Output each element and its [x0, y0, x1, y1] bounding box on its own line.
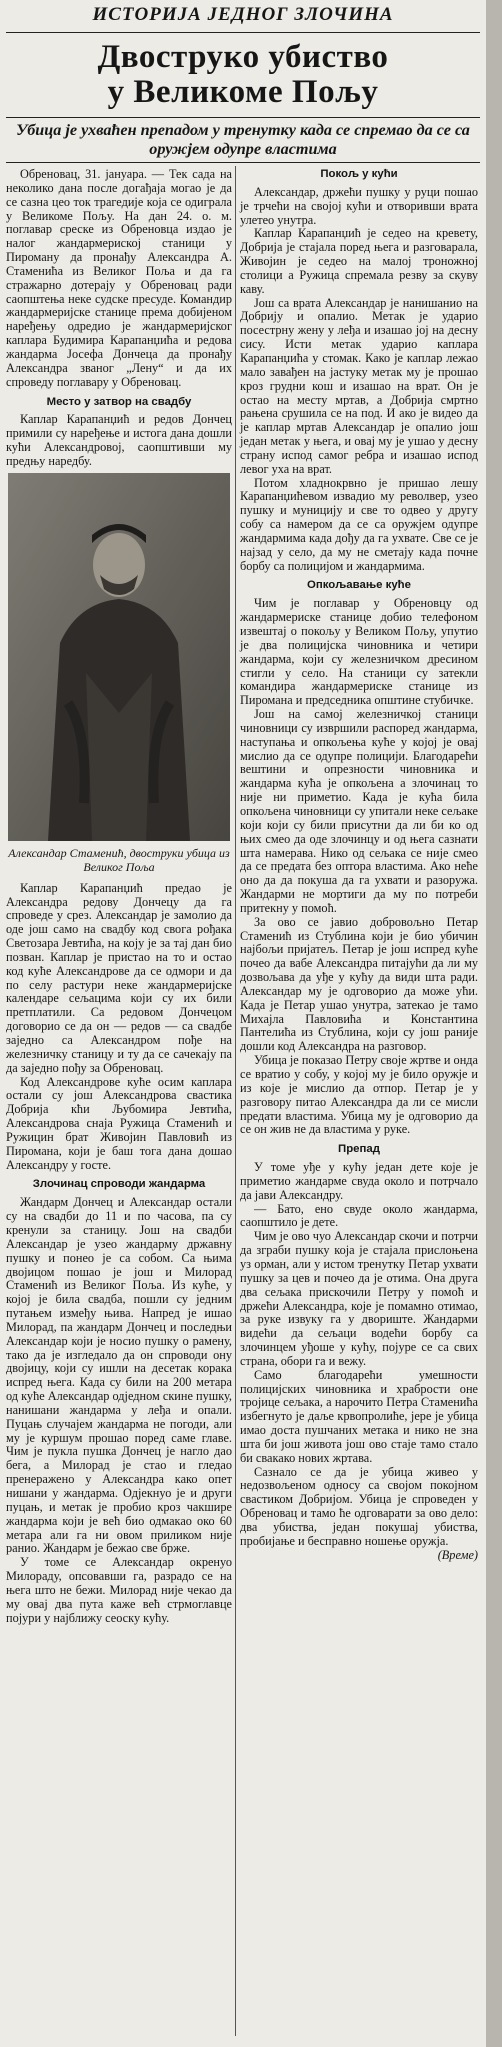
portrait-photo	[8, 473, 230, 841]
paragraph: Сазнало се да је убица живео у недозвољеном односу са својом покојном свастиком Добријом. Убица је спроведен у Обреновац и тамо ће одговарати за ово дело: два убиства, један покушај убиства, пробијање и бесправно ношење оружја.	[240, 1464, 478, 1548]
paragraph: Чим је поглавар у Обреновцу од жандармериске станице добио телефоном извештај о покољу у Великом Пољу, упутио је два полицијска чиновника и четири жандарма, који су железничком дресином стигли у село. На станици су затекли командира жандармериске станице из Пиромана и председника општине стубичке.	[240, 596, 478, 708]
photo-caption: Александар Стаменић, двоструки убица из Великог Поља	[8, 845, 230, 874]
paragraph: Потом хладнокрвно је пришао лешу Карапанџићевом извадио му револвер, узео пушку и муницију и све то одвео у другу собу са намером да се са оружјем одупре жандармима када дођу да га ухвате. Све се је најзад у село, да му не сметају када почне борбу са полицијом и жандармима.	[240, 475, 478, 573]
section-rubric: ИСТОРИЈА ЈЕДНОГ ЗЛОЧИНА	[92, 4, 394, 25]
column-divider	[235, 166, 236, 2036]
paragraph: Каплар Карапанџић и редов Дончец примили су наређење и истога дана дошли кући Александровој, саопштивши му предњу наредбу.	[6, 412, 232, 468]
deck-subtitle: Убица је ухваћен препадом у тренутку када се спремао да се са оружјем одупре властима	[16, 121, 470, 158]
paragraph: Само благодарећи умешности полицијских чиновника и храбрости оне тројице сељака, а нарочито Петра Стаменића избегнуто је даље крвопролиће, јере је убица имао доста пушчаних метака и нико не зна шта би још живота још ово стаје тамо стало би свакако нових жртава.	[240, 1367, 478, 1465]
paragraph: У томе се Александар окренуо Милораду, опсовавши га, разрадо се на њега што не бежи. Милорад није чекао да му овај два пута каже већ стрмоглавце појури у најближу сеоску кућу.	[6, 1555, 232, 1625]
paragraph: Још са врата Александар је нанишанио на Добрију и опалио. Метак је ударио посестрну жену у леђа и изашао јој на десну сису. Исти метак ударио каплара Карапанџића у стомак. Како је каплар лежао мало завађен на јастуку метак му је прошао кроз грудни кош и изашао на врат. Он је остао на месту мртав, а Добрија смртно рањена срушила се на под. И ако је видео да је каплар мртав Александар је опалио још један метак у њега, и овај му је ушао у десну страну испод самог ребра и изашао испод левог уха на врат.	[240, 295, 478, 476]
subhead-siege: Опкољавање куће	[307, 579, 411, 592]
right-column	[240, 168, 478, 1563]
portrait-image	[8, 473, 230, 841]
paragraph: У томе уђе у кућу један дете које је приметио жандарме свуда около и потрчало да јави Александру.	[240, 1160, 478, 1202]
subhead-raid: Препад	[338, 1143, 380, 1156]
paragraph: — Бато, ено свуде около жандарма, саопштило је дете.	[240, 1201, 478, 1230]
headline-line-2: у Великоме Пољу	[107, 74, 379, 110]
subhead-escort: Злочинац спроводи жандарма	[32, 1178, 206, 1191]
paragraph: Жандарм Дончец и Александар остали су на свадби до 11 и по часова, па су кренули за станицу. Још на свадби Александар је узео жандарму државну пушку и понео је са собом. Са њима двојицом пошао је још и Милорад Стаменић из Великог Поља. Из куће, у којој је била свадба, пошли су једним путањем између њива. Напред је ишао Милорад, па жандарм Дончец и последњи Александар који је носио пушку о рамену, тако да је изгледало да он спроводи ону двојицу, који су ишли на десетак корака испред њега. Када су били на 200 метара од куће Александар одједном скине пушку, нанишани жандарма у леђа и опали. Пуцањ случајем жандарма не погоди, али му је куршум прошао поред саме главе. Чим је пукла пушка Дончец је нагло дао бега, а Милорад је стао и гледао пренеражено у Александра како опет нишани у жандарма. Одјекнуо је и други пуцањ, и метак је пробио кроз чакшире жандарма који је већ био одмакао око 60 метара али га ни овом приликом није ранио. Жандарм је бежао све брже.	[6, 1195, 232, 1556]
deck-rule	[6, 162, 480, 163]
paragraph: Још на самој железничкој станици чиновници су извршили распоред жандарма, наступања и опкољења куће у којој је овај мислио да се одупре полицији. Благодарећи вештини и опрезности чиновника и жандарма кућа је опкољена а злочинац то није ни приметио. Када је кућа била опкољена чиновници су упитали неке сељаке који који су били присутни да ли би ко од њих смео да оде злочинцу и од њега сазнати шта намерава. Нико од сељака се није смео да се предата без оптора властима. Ако неће оно да да покуша да га ухвати и разоружа. Жандарми не мортиги да му по потреби притекну у помоћ.	[240, 707, 478, 915]
left-intro	[6, 168, 232, 390]
paragraph: Каплар Карапанџић је седео на кревету, Добрија је стајала поред њега и разговарала, Живојин је седео на малој троножној столици а Ружица спремала резву за скуву каву.	[240, 226, 478, 296]
paragraph: Александар, држећи пушку у руци пошао је трчећи на својој кући и отворивши врата улетео унутра.	[240, 184, 478, 227]
scan-edge	[486, 0, 502, 2047]
source-signature: (Време)	[437, 1547, 478, 1562]
paragraph: Убица је показао Петру своје жртве и онда се вратио у собу, у којој му је било оружје и из које је мислио да отпор. Петар је у разговору питао Александра да ли се мисли предати властима. Убица му је одговорио да се он жив не да властима у руке.	[240, 1053, 478, 1137]
paragraph: За ово се јавио добровољно Петар Стаменић из Стублина који је био убичин најбољи пријатељ. Петар је још испред куће почео да вабе Александра питајући да ли му дозвољава да уђе у кућу да види шта ради. Александар му је одговорио да може ући. Када је Петар ушао унутра, затекао је тамо Михајла Павловића и Константина Пантелића из Стублина, који су још раније дошли код Александра на разговор.	[240, 914, 478, 1054]
left-column	[6, 168, 232, 1625]
paragraph: Обреновац, 31. јануара. — Тек сада на неколико дана после догађаја могао је да се сазна цео ток трагедије која се одиграла у Великоме Пољу. На дан 24. о. м. поглавар среске из Обреновца издао је налог жандармериској станици у Пироману да пронађу Александра А. Стаменића из Великог Поља и да га стражарно дотерају у Обреновац ради саопштења неке судске пресуде. Командир жандармеријске станице према добијеном наређењу одредио је жандармеријског каплара Будимира Карапанџића и редова жандарма Јосефа Дончеца да пронађу Александра званог „Лену“ и да их спроведу поглавару у Обреновац.	[6, 167, 232, 389]
paragraph: Код Александрове куће осим каплара остали су још Александрова свастика Добрија кћи Љубомира Јевтића, Александрова снаја Ружица Стаменић и Ружицин брат Живојин Павловић из Пиромана, који је баш тога дана дошао Александру у госте.	[6, 1074, 232, 1172]
headline-rule	[6, 117, 480, 118]
headline	[0, 40, 486, 110]
paragraph: Чим је ово чуо Александар скочи и потрчи да зграби пушку која је стајала прислоњена уз орман, али у истом тренутку Петар ухвати пушку за цев и почео да је отима. Она друга два сељака прискочили Петру у помоћ и држећи Александра, које је помамно отимао, за руке извуку га у двориште. Жандарми видећи да сељаци водећи борбу са злочинцем уђоше у кућу, појуре се са свих страна, обори га и вежу.	[240, 1229, 478, 1368]
rubric-rule	[6, 32, 480, 33]
paragraph: Каплар Карапанџић предао је Александра редову Дончецу да га спроведе у срез. Александар је замолио да оде још само на свадбу код свога рођака Светозара Јевтића, на коју је за тај дан био позван. Каплар је пристао на то и остао код куће Александрове да се одмори и да по селу растури неке жандармеријске календаре сељацима који су их били претплатили. Са редовом Дончецом договорио се да он — редов — са свадбе заједно са Александром пође на железничку станицу и ту да се сачекају па да заједно пођу за Обреновац.	[6, 880, 232, 1075]
subhead-massacre: Покољ у кући	[320, 168, 398, 180]
subhead-prison-wedding: Место у затвор на свадбу	[46, 395, 192, 408]
headline-line-1: Двоструко убиство	[97, 39, 389, 75]
